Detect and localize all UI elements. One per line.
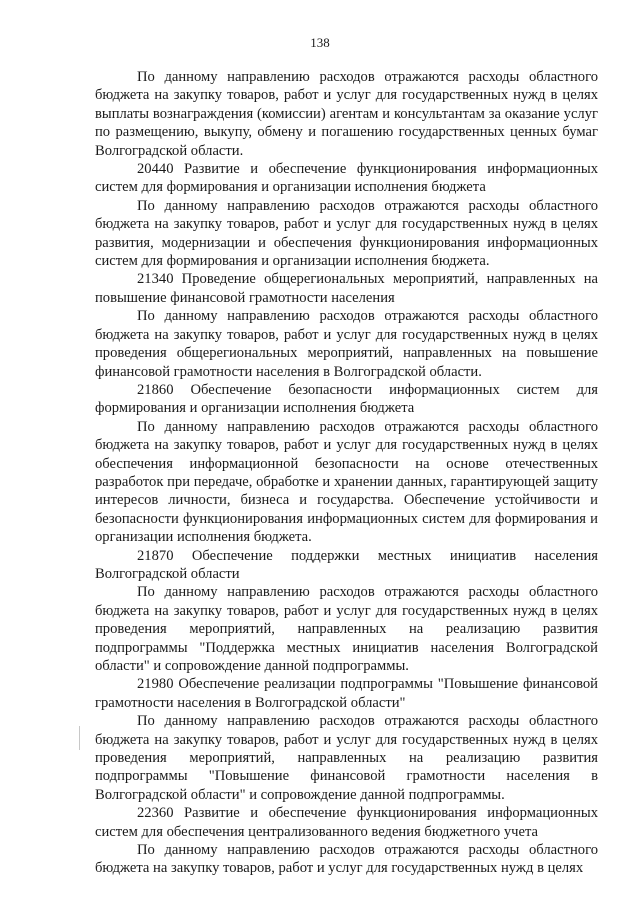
paragraph-expense-description: По данному направлению расходов отражаются расходы областного бюджета на закупку товаров, работ и услуг для государственных нужд в целях проведения мероприятий, направленных на реализацию развития подпрограммы "Поддержка местных инициатив населения Волгоградской области" и сопровождение данной подпрограммы. xyxy=(95,584,598,674)
paragraph-code-heading: 21860 Обеспечение безопасности информационных систем для формирования и организации исполнения бюджета xyxy=(95,381,598,417)
paragraph-code-heading: 21870 Обеспечение поддержки местных инициатив населения Волгоградской области xyxy=(95,547,598,582)
document-body xyxy=(95,68,598,878)
paragraph-expense-description: По данному направлению расходов отражаются расходы областного бюджета на закупку товаров, работ и услуг для государственных нужд в целях выплаты вознаграждения (комиссии) агентам и консультантам за оказание услуг по размещению, выкупу, обмену и погашению государственных ценных бумаг Волгоградской области. xyxy=(95,69,598,159)
scan-artifact-line xyxy=(79,726,80,750)
page-number: 138 xyxy=(310,35,330,50)
paragraph-code-heading: 22360 Развитие и обеспечение функционирования информационных систем для обеспечения централизованного ведения бюджетного учета xyxy=(95,805,598,840)
paragraph-expense-description: По данному направлению расходов отражаются расходы областного бюджета на закупку товаров, работ и услуг для государственных нужд в целях обеспечения информационной безопасности на основе отечественных разработок при передаче, обработке и хранении данных, гарантирующей защиту интересов личности, бизнеса и государства. Обеспечение устойчивости и безопасности функционирования информационных систем для формирования и организации исполнения бюджета. xyxy=(95,418,598,546)
paragraph-code-heading: 20440 Развитие и обеспечение функционирования информационных систем для формирования и организации исполнения бюджета xyxy=(95,161,598,196)
paragraph-code-heading: 21980 Обеспечение реализации подпрограммы "Повышение финансовой грамотности населения в Волгоградской области" xyxy=(95,676,598,711)
paragraph-code-heading: 21340 Проведение общерегиональных мероприятий, направленных на повышение финансовой грамотности населения xyxy=(95,271,598,306)
paragraph-expense-description: По данному направлению расходов отражаются расходы областного бюджета на закупку товаров, работ и услуг для государственных нужд в целях развития, модернизации и обеспечения функционирования информационных систем для формирования и организации исполнения бюджета. xyxy=(95,197,598,270)
paragraph-expense-description: По данному направлению расходов отражаются расходы областного бюджета на закупку товаров, работ и услуг для государственных нужд в целях проведения общерегиональных мероприятий, направленных на повышение финансовой грамотности населения в Волгоградской области. xyxy=(95,308,598,380)
paragraph-expense-description: По данному направлению расходов отражаются расходы областного бюджета на закупку товаров, работ и услуг для государственных нужд в целях проведения мероприятий, направленных на реализацию развития подпрограммы "Повышение финансовой грамотности населения в Волгоградской области" и сопровождение данной подпрограммы. xyxy=(95,713,598,803)
paragraph-expense-description: По данному направлению расходов отражаются расходы областного бюджета на закупку товаров, работ и услуг для государственных нужд в целях xyxy=(95,842,598,877)
